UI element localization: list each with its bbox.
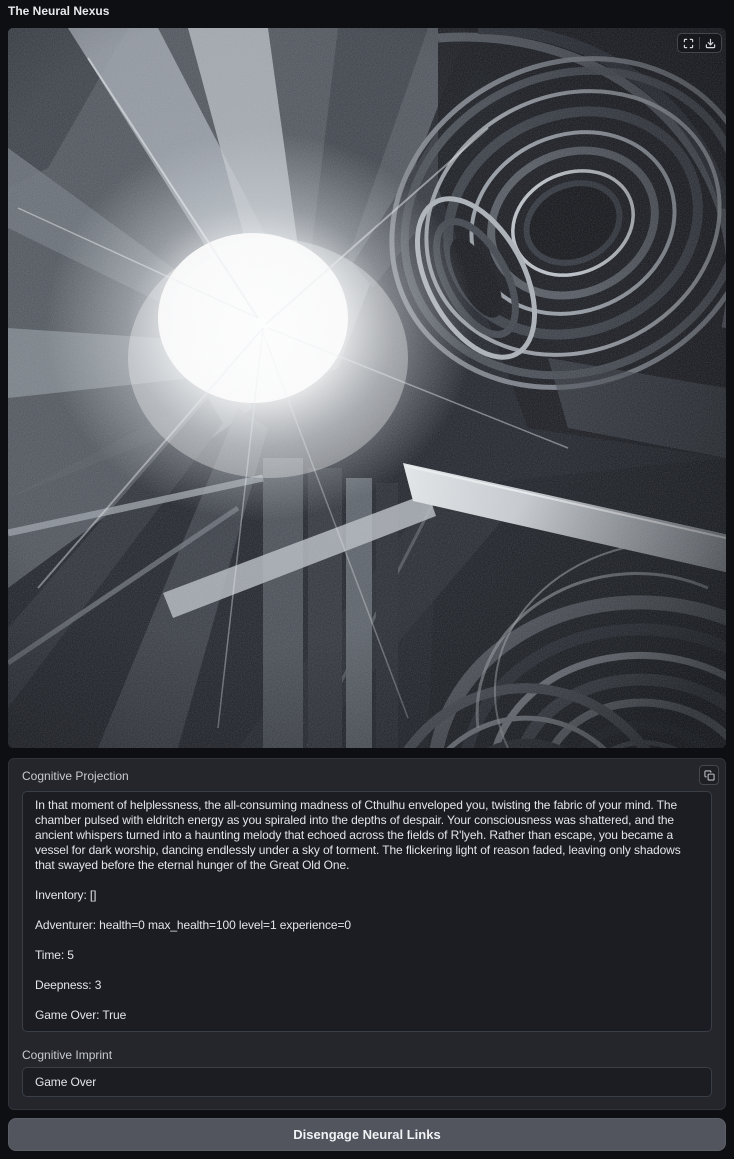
projection-label: Cognitive Projection [22, 769, 129, 783]
copy-icon[interactable] [699, 765, 719, 785]
image-toolbar [677, 33, 722, 53]
download-icon[interactable] [702, 36, 719, 50]
adventurer-line: Adventurer: health=0 max_health=100 level=1 experience=0 [35, 918, 351, 932]
projection-header [22, 769, 712, 785]
cognitive-imprint-input[interactable] [22, 1067, 712, 1097]
scene-art [8, 28, 726, 748]
narrative-text: In that moment of helplessness, the all-consuming madness of Cthulhu enveloped you, twisting the fabric of your mind. The chamber pulsed with eldritch energy as you spiraled into the depths of despair. Your consciousness was shattered, and the ancient whispers turned into a haunting melody that echoed across the fields of R'lyeh. Rather than escape, you became a vessel for dark worship, dancing endlessly under a sky of torment. The flickering light of reason faded, leaving only shadows that swayed before the eternal hunger of the Great Old One. [35, 798, 681, 872]
cognitive-projection-output[interactable] [22, 791, 712, 1032]
inventory-line: Inventory: [] [35, 888, 97, 902]
disengage-button[interactable]: Disengage Neural Links [8, 1118, 726, 1151]
game-over-line: Game Over: True [35, 1008, 127, 1022]
deepness-line: Deepness: 3 [35, 978, 102, 992]
toolbar-divider [699, 37, 700, 49]
form-panel [8, 758, 726, 1110]
time-line: Time: 5 [35, 948, 74, 962]
scene-image [8, 28, 726, 748]
page-title: The Neural Nexus [8, 4, 110, 18]
imprint-label: Cognitive Imprint [22, 1048, 113, 1062]
fullscreen-icon[interactable] [680, 36, 697, 50]
